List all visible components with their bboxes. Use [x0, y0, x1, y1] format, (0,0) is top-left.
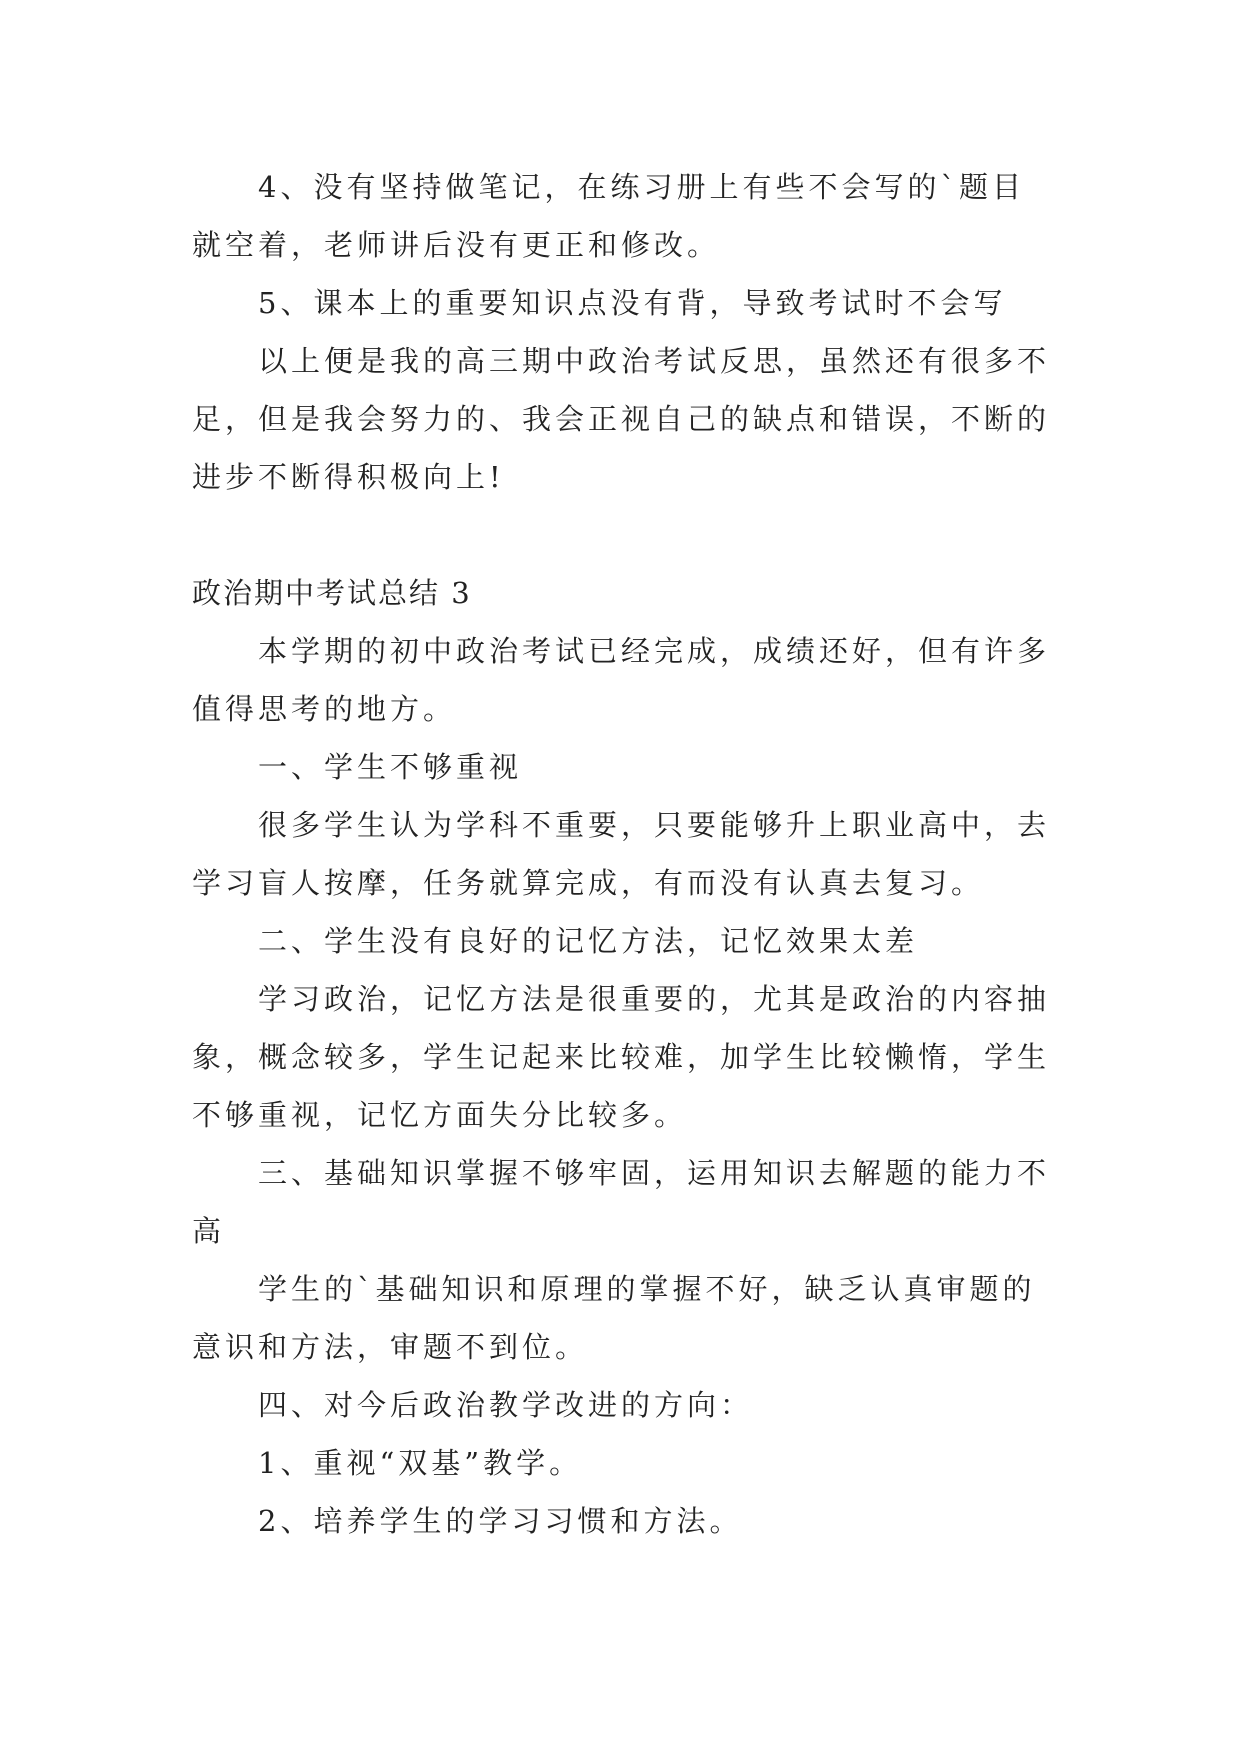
paragraph: 很多学生认为学科不重要，只要能够升上职业高中，去学习盲人按摩，任务就算完成，有而没有认真去复习。 [192, 808, 1051, 900]
paragraph: 本学期的初中政治考试已经完成，成绩还好，但有许多值得思考的地方。 [192, 634, 1051, 726]
paragraph: 学习政治，记忆方法是很重要的，尤其是政治的内容抽象，概念较多，学生记起来比较难，加学生比较懒惰，学生不够重视，记忆方面失分比较多。 [192, 982, 1051, 1132]
paragraph: 以上便是我的高三期中政治考试反思，虽然还有很多不足，但是我会努力的、我会正视自己的缺点和错误，不断的进步不断得积极向上! [192, 344, 1051, 494]
document-body [192, 158, 1054, 1550]
paragraph: 4、没有坚持做笔记，在练习册上有些不会写的`题目就空着，老师讲后没有更正和修改。 [192, 170, 1025, 262]
subheading: 四、对今后政治教学改进的方向： [258, 1388, 754, 1422]
subheading: 一、学生不够重视 [258, 750, 523, 784]
section-heading: 政治期中考试总结 3 [192, 576, 472, 610]
paragraph: 5、课本上的重要知识点没有背，导致考试时不会写 [258, 286, 1007, 320]
subheading: 二、学生没有良好的记忆方法，记忆效果太差 [258, 924, 919, 958]
list-item: 1、重视“双基”教学。 [258, 1446, 583, 1480]
paragraph: 学生的`基础知识和原理的掌握不好，缺乏认真审题的意识和方法，审题不到位。 [192, 1272, 1036, 1364]
list-item: 2、培养学生的学习习惯和方法。 [258, 1504, 743, 1538]
subheading: 三、基础知识掌握不够牢固，运用知识去解题的能力不高 [192, 1156, 1051, 1248]
